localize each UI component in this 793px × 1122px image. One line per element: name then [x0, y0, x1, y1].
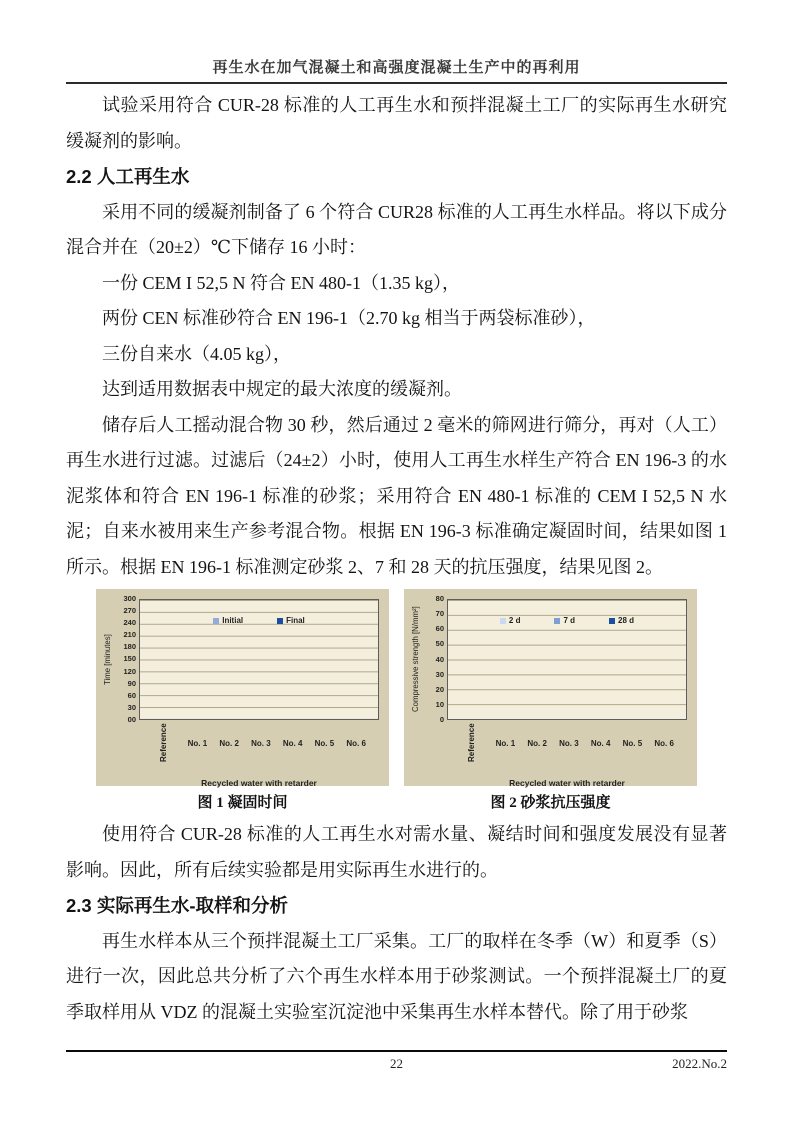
x-tick-label: No. 4: [590, 739, 611, 748]
legend-label: 2 d: [508, 616, 521, 625]
y-tick-label: 240: [123, 618, 136, 628]
y-tick-label: 30: [435, 669, 444, 679]
list-item-water: 三份自来水（4.05 kg），: [102, 343, 291, 364]
x-axis-ticks: [447, 720, 687, 766]
x-tick-label: Reference: [159, 723, 168, 763]
legend-item: [609, 603, 634, 639]
list-item-retarder: 达到适用数据表中规定的最大浓度的缓凝剂。: [102, 379, 462, 399]
list-item-sand: 两份 CEN 标准砂符合 EN 196-1（2.70 kg 相当于两袋标准砂），: [102, 308, 596, 328]
x-tick-label: No. 6: [346, 739, 366, 748]
legend-swatch: [500, 618, 506, 624]
x-tick-label: No. 1: [495, 739, 516, 748]
figure-2: [404, 589, 697, 815]
compressive-strength-chart: [409, 594, 687, 788]
x-tick-label: No. 4: [282, 739, 303, 748]
legend-label: Final: [286, 616, 305, 625]
y-tick-label: 00: [127, 714, 136, 724]
x-tick-label: No. 5: [314, 739, 335, 748]
legend-item: [554, 603, 575, 639]
paragraph-intro: 试验采用符合 CUR-28 标准的人工再生水和预拌混凝土工厂的实际再生水研究缓凝剂的影响。: [66, 95, 727, 151]
running-head-title: 再生水在加气混凝土和高强度混凝土生产中的再利用: [212, 60, 581, 76]
legend-swatch: [609, 618, 615, 624]
issue-label: 2022.No.2: [672, 1056, 727, 1071]
legend: [448, 603, 686, 639]
y-tick-label: 80: [435, 594, 444, 603]
y-tick-label: 30: [127, 702, 136, 712]
y-axis-label: Compressive strength [N/mm²]: [410, 606, 420, 713]
paragraph: 采用不同的缓凝剂制备了 6 个符合 CUR28 标准的人工再生水样品。将以下成分混合并在（20±2）℃下储存 16 小时：: [66, 201, 727, 257]
y-tick-label: 120: [123, 666, 136, 676]
y-tick-label: 60: [127, 690, 136, 700]
y-tick-label: 40: [435, 654, 444, 664]
paragraph: 再生水样本从三个预拌混凝土工厂采集。工厂的取样在冬季（W）和夏季（S）进行一次，因此总共分析了六个再生水样本用于砂浆测试。一个预拌混凝土厂的夏季取样用从 VDZ 的混凝土实验室沉淀池中采集再生水样本替代。除了用于砂浆: [66, 930, 727, 1022]
figure-2-caption: 图 2 砂浆抗压强度: [490, 795, 611, 811]
legend-swatch: [213, 618, 219, 624]
figure-1-image: [96, 589, 389, 786]
x-tick-label: No. 3: [251, 739, 271, 748]
figure-2-image: [404, 589, 697, 786]
y-tick-label: 10: [435, 699, 444, 709]
list-item-cement: 一份 CEM I 52,5 N 符合 EN 480-1（1.35 kg），: [102, 272, 460, 293]
section-heading-2-2: 2.2 人工再生水: [66, 166, 190, 187]
plot-area: [447, 599, 687, 720]
y-tick-label: 0: [439, 715, 444, 724]
y-tick-label: 70: [435, 609, 444, 619]
x-tick-label: No. 5: [622, 739, 643, 748]
x-axis-ticks: [139, 720, 379, 766]
setting-time-chart: [101, 594, 379, 788]
figure-1: [96, 589, 389, 815]
legend-label: Initial: [222, 616, 244, 625]
legend-item: [500, 603, 521, 639]
y-tick-label: 20: [435, 684, 444, 694]
y-tick-label: 180: [123, 642, 136, 652]
legend-swatch: [277, 618, 283, 624]
legend-label: 7 d: [563, 616, 576, 625]
y-axis-label: Time [minutes]: [102, 634, 112, 685]
page-header: [66, 56, 727, 84]
legend: [140, 603, 378, 639]
y-tick-label: 90: [127, 678, 136, 688]
y-tick-label: 300: [123, 594, 136, 603]
x-axis-label: Recycled water with retarder: [509, 778, 625, 788]
section-heading-2-3: 2.3 实际再生水-取样和分析: [66, 895, 289, 916]
y-tick-label: 210: [123, 630, 136, 640]
legend-swatch: [554, 618, 560, 624]
page-content: [66, 88, 727, 1030]
y-tick-label: 150: [123, 654, 136, 664]
paragraph: 使用符合 CUR-28 标准的人工再生水对需水量、凝结时间和强度发展没有显著影响。因此，所有后续实验都是用实际再生水进行的。: [66, 824, 727, 880]
y-tick-label: 270: [123, 606, 136, 616]
legend-label: 28 d: [618, 616, 635, 625]
paragraph: 储存后人工摇动混合物 30 秒，然后通过 2 毫米的筛网进行筛分，再对（人工）再生水进行过滤。过滤后（24±2）小时，使用人工再生水样生产符合 EN 196-3 的水泥浆体和符合 EN 196-1 标准的砂浆；采用符合 EN 480-1 标准的 CEM I 52,5 N 水泥；自来水被用来生产参考混合物。根据 EN 196-3 标准确定凝固时间，结果如图 1 所示。根据 EN 196-1 标准测定砂浆 2、7 和 28 天的抗压强度，结果见图 2。: [66, 414, 727, 577]
figures-row: [66, 589, 727, 815]
plot-area: [139, 599, 379, 720]
legend-item: [277, 603, 305, 639]
page-footer: [66, 1050, 727, 1078]
y-tick-label: 60: [435, 624, 444, 634]
legend-item: [213, 603, 243, 639]
x-tick-label: No. 1: [187, 739, 208, 748]
x-tick-label: No. 6: [654, 739, 674, 748]
x-tick-label: No. 2: [527, 739, 547, 748]
x-tick-label: No. 3: [559, 739, 579, 748]
y-tick-label: 50: [435, 639, 444, 649]
page-number: 22: [390, 1056, 403, 1071]
x-tick-label: Reference: [467, 723, 476, 763]
x-tick-label: No. 2: [219, 739, 239, 748]
x-axis-label: Recycled water with retarder: [201, 778, 317, 788]
figure-1-caption: 图 1 凝固时间: [197, 795, 288, 811]
